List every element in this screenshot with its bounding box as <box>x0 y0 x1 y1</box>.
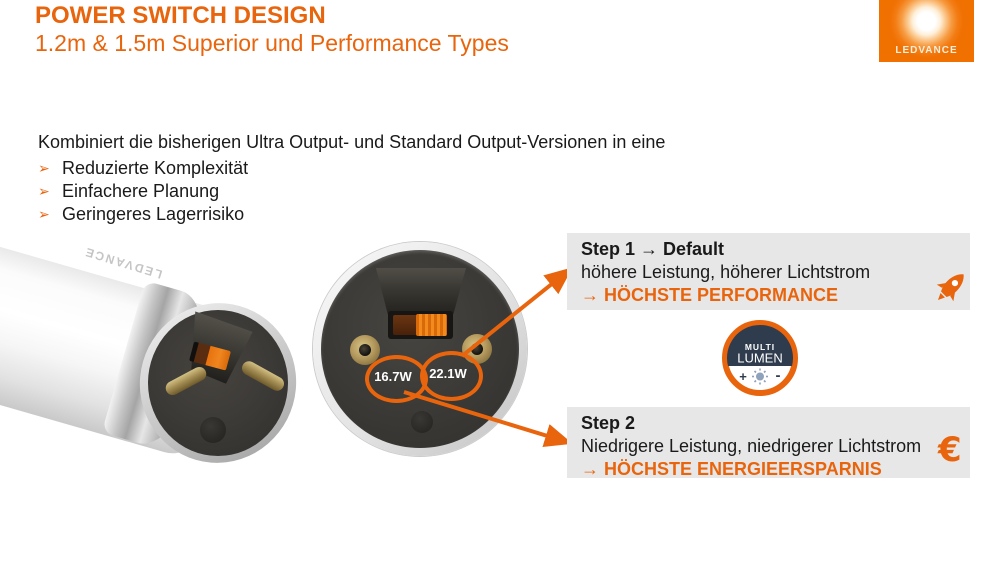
power-switch-knob <box>416 314 447 336</box>
step1-callout-box <box>567 233 970 310</box>
pin-hole <box>359 344 371 356</box>
list-item <box>38 203 248 226</box>
rocket-icon <box>928 266 972 310</box>
badge-minus: - <box>775 367 781 384</box>
pin-hole <box>471 343 483 355</box>
arrow-bullet-icon: ➢ <box>38 183 50 200</box>
bullet-label: Einfachere Planung <box>62 181 220 201</box>
endcap-face-dot <box>411 411 433 433</box>
badge-line2: LUMEN <box>737 350 783 366</box>
euro-icon: € <box>938 430 962 470</box>
wattage-label-low: 16.7W <box>374 369 412 384</box>
list-item <box>38 157 248 180</box>
badge-plus: + <box>739 369 747 384</box>
wattage-label-high: 22.1W <box>429 366 467 381</box>
page-subtitle: 1.2m & 1.5m Superior und Performance Types <box>35 30 509 56</box>
step2-description: Niedrigere Leistung, niedrigerer Lichtstrom <box>581 436 922 456</box>
intro-lead-text: Kombiniert die bisherigen Ultra Output- und Standard Output-Versionen in eine <box>38 132 666 152</box>
list-item <box>38 180 248 203</box>
arrow-bullet-icon: ➢ <box>38 206 50 223</box>
step2-highlight: → HÖCHSTE ENERGIEERSPARNIS <box>581 459 882 479</box>
ledvance-logo-text: LEDVANCE <box>895 45 958 56</box>
page-title: POWER SWITCH DESIGN <box>35 2 326 29</box>
arrow-bullet-icon: ➢ <box>38 160 50 177</box>
intro-bullet-list <box>38 157 248 226</box>
badge-line1: MULTI <box>744 342 776 352</box>
tube-brand-print: LEDVANCE <box>82 244 164 282</box>
ledvance-logo <box>879 0 974 62</box>
bullet-label: Reduzierte Komplexität <box>62 158 249 178</box>
step1-description: höhere Leistung, höherer Lichtstrom <box>581 262 871 282</box>
step1-highlight: → HÖCHSTE PERFORMANCE <box>581 285 839 305</box>
step2-callout-box <box>567 407 970 478</box>
power-switch-slot <box>393 315 417 335</box>
bullet-label: Geringeres Lagerrisiko <box>62 204 245 224</box>
tube-face-dot <box>200 417 226 443</box>
step1-title: Step 1 → Default <box>581 239 725 259</box>
step2-title: Step 2 <box>581 413 636 433</box>
multi-lumen-badge <box>721 319 799 397</box>
endcap-switch-recess <box>376 268 466 314</box>
